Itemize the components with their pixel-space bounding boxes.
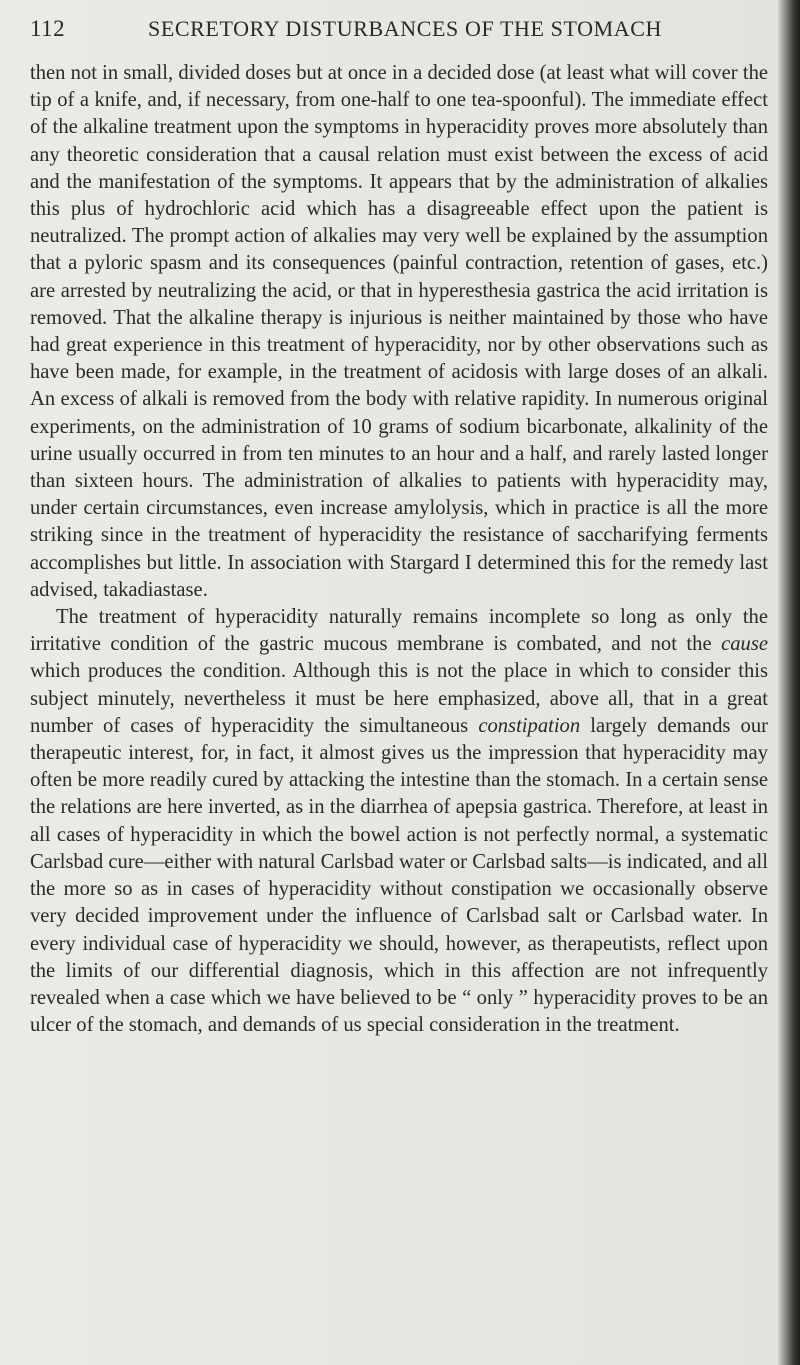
paragraph-1-text: then not in small, divided doses but at once in a decided dose (at least what will cover the tip of a knife, and, if necessary, from one-half to one tea-spoonful). The immediate effect of the alkaline treatment upon the symptoms in hyperacidity proves more absolutely than any theoretic consideration that a causal relation must exist between the excess of acid and the manifestation of the symptoms. It appears that by the administration of alkalies this plus of hydrochloric acid which has a disagreeable effect upon the patient is neutralized. The prompt action of alkalies may very well be explained by the assumption that a pyloric spasm and its consequences (painful contraction, retention of gases, etc.) are arrested by neutralizing the acid, or that in hyperesthesia gastrica the acid irritation is removed. That the alkaline therapy is injurious is neither maintained by those who have had great experience in this treatment of hyperacidity, nor by other observations such as have been made, for example, in the treatment of acidosis with large doses of an alkali. An excess of alkali is removed from the body with relative rapidity. In numerous original experiments, on the administration of 10 grams of sodium bicarbonate, alkalinity of the urine usually occurred in from ten minutes to an hour and a half, and rarely lasted longer than sixteen hours. The administration of alkalies to patients with hyperacidity may, under certain circumstances, even increase amylolysis, which in practice is all the more striking since in the treatment of hyperacidity the resistance of saccharifying ferments accomplishes but little. In association with Stargard I determined this for the remedy last advised, takadiastase. (30, 62, 768, 601)
paragraph-2-text-a: The treatment of hyperacidity naturally remains incomplete so long as only the irritative condition of the gastric mucous membrane is combated, and not the (30, 606, 768, 656)
paragraph-2 (30, 604, 768, 1039)
paragraph-2-text-c: largely demands our therapeutic interest, for, in fact, it almost gives us the impression that hyperacidity may often be more readily cured by attacking the intestine than the stomach. In a certain sense the relations are here inverted, as in the diarrhea of apepsia gastrica. Therefore, at least in all cases of hyperacidity in which the bowel action is not perfectly normal, a systematic Carlsbad cure—either with natural Carlsbad water or Carlsbad salts—is indicated, and all the more so as in cases of hyperacidity without constipation we occasionally observe very decided improvement under the influence of Carlsbad salt or Carlsbad water. In every individual case of hyperacidity we should, however, as therapeutists, reflect upon the limits of our differential diagnosis, which in this affection are not infrequently revealed when a case which we have believed to be “ only ” hyperacidity proves to be an ulcer of the stomach, and demands of us special consideration in the treatment. (30, 714, 768, 1037)
paragraph-2-text-b: which produces the condition. Although this is not the place in which to consider this subject minutely, nevertheless it must be here emphasized, above all, that in a great number of cases of hyperacidity the simultaneous (30, 660, 768, 737)
page-header (30, 16, 770, 56)
body-text (30, 60, 768, 1039)
emphasis-constipation: constipation (478, 714, 581, 737)
emphasis-cause: cause (721, 633, 768, 656)
page-number: 112 (30, 16, 66, 41)
binding-gutter-shadow (778, 0, 800, 1365)
running-head: SECRETORY DISTURBANCES OF THE STOMACH (148, 16, 663, 41)
paragraph-1 (30, 60, 768, 604)
